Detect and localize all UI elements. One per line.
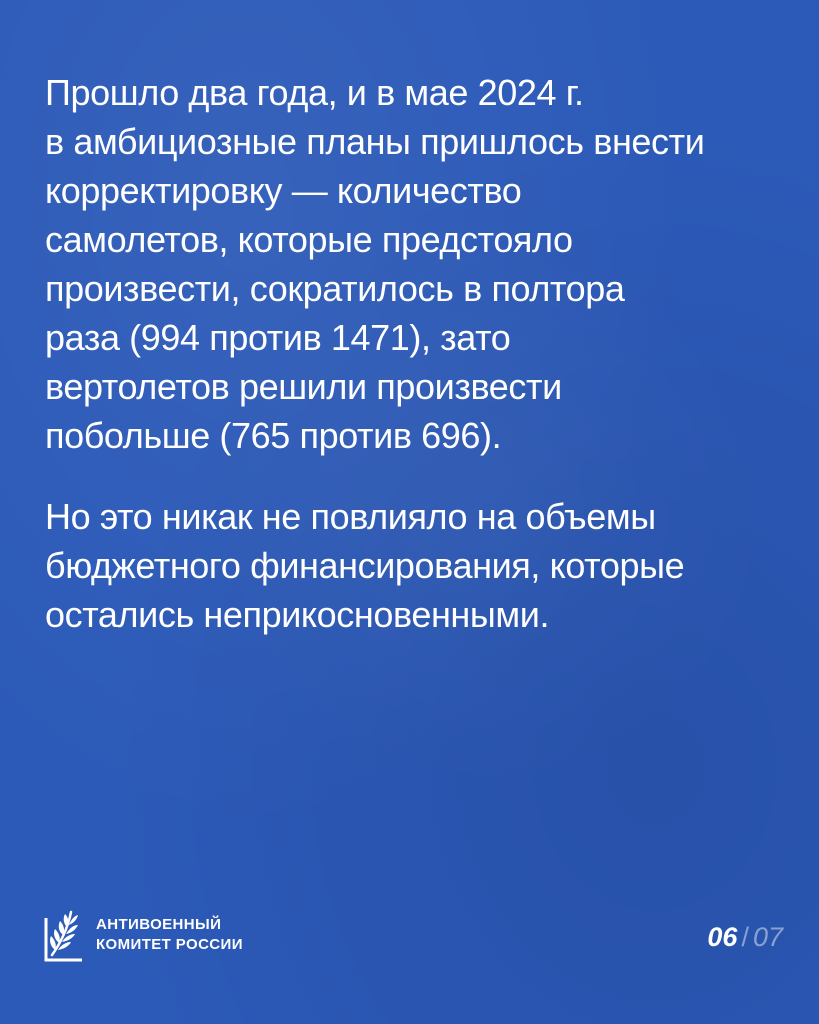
text-line: раза (994 против 1471), зато bbox=[45, 317, 511, 358]
text-line: остались неприкосновенными. bbox=[45, 594, 550, 635]
page-total: 07 bbox=[752, 922, 783, 952]
page-current: 06 bbox=[707, 922, 738, 952]
logo-line-2: КОМИТЕТ РОССИИ bbox=[96, 936, 243, 953]
page-separator: / bbox=[741, 922, 749, 952]
text-line: произвести, сократилось в полтора bbox=[45, 268, 625, 309]
paragraph-1 bbox=[45, 68, 795, 460]
text-line: бюджетного финансирования, которые bbox=[45, 545, 685, 586]
page-indicator bbox=[707, 919, 783, 955]
paragraph-2 bbox=[45, 492, 795, 639]
logo-line-1: АНТИВОЕННЫЙ bbox=[96, 916, 222, 933]
organization-logo bbox=[44, 908, 243, 962]
text-line: в амбициозные планы пришлось внести bbox=[45, 121, 705, 162]
text-line: побольше (765 против 696). bbox=[45, 415, 502, 456]
wheat-sprig-icon bbox=[44, 908, 84, 962]
text-line: вертолетов решили произвести bbox=[45, 366, 562, 407]
text-line: корректировку — количество bbox=[45, 170, 522, 211]
text-line: Прошло два года, и в мае 2024 г. bbox=[45, 72, 584, 113]
text-line: самолетов, которые предстояло bbox=[45, 219, 573, 260]
slide-content bbox=[45, 68, 795, 639]
logo-wordmark bbox=[96, 915, 243, 955]
text-line: Но это никак не повлияло на объемы bbox=[45, 496, 656, 537]
